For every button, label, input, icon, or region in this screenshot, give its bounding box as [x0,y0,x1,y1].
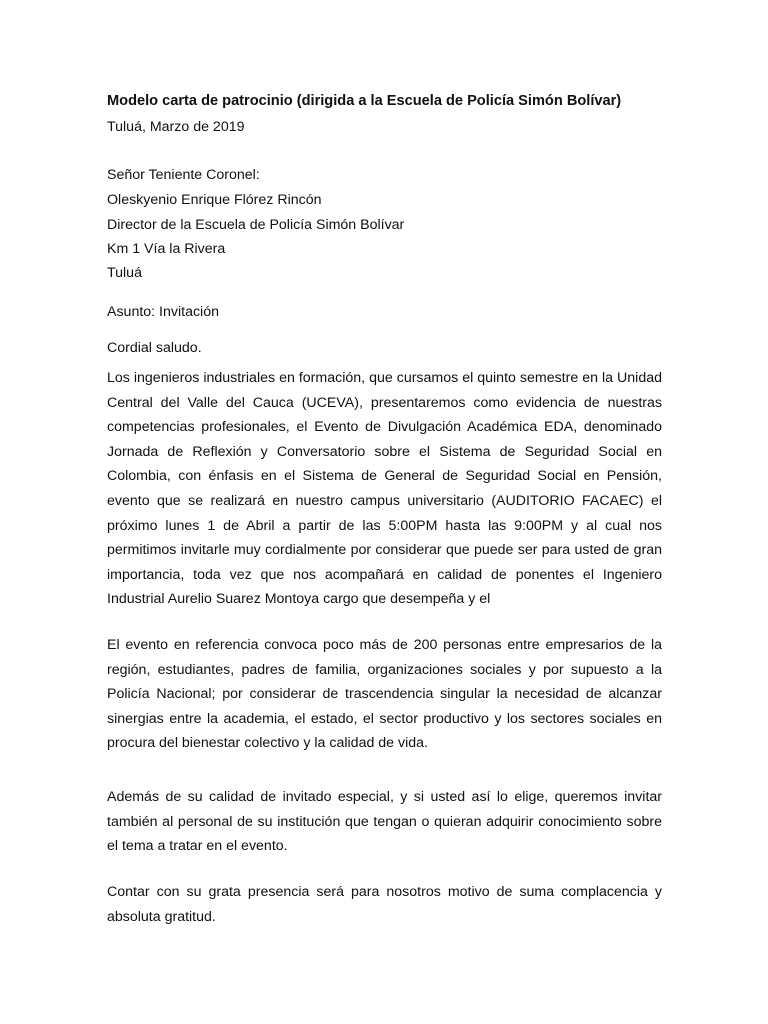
recipient-name: Oleskyenio Enrique Flórez Rincón [107,192,322,208]
body-paragraph-1: Los ingenieros industriales en formación, que cursamos el quinto semestre en la Unidad Central del Valle del Cauca (UCEVA), presentaremos como evidencia de nuestras competencias profesionales, el Evento de Divulgación Académica EDA, denominado Jornada de Reflexión y Conversatorio sobre el Sistema de Seguridad Social en Colombia, con énfasis en el Sistema de General de Seguridad Social en Pensión, evento que se realizará en nuestro campus universitario (AUDITORIO FACAEC) el próximo lunes 1 de Abril a partir de las 5:00PM hasta las 9:00PM y al cual nos permitimos invitarle muy cordialmente por considerar que puede ser para usted de gran importancia, toda vez que nos acompañará en calidad de ponentes el Ingeniero Industrial Aurelio Suarez Montoya cargo que desempeña y el [107,370,662,608]
date-line: Tuluá, Marzo de 2019 [107,119,245,135]
subject-line: Asunto: Invitación [107,304,219,320]
document-title: Modelo carta de patrocinio (dirigida a la Escuela de Policía Simón Bolívar) [107,93,622,109]
recipient-city: Tuluá [107,265,142,281]
recipient-address: Km 1 Vía la Rivera [107,241,226,257]
body-paragraph-2: El evento en referencia convoca poco más de 200 personas entre empresarios de la región, estudiantes, padres de familia, organizaciones sociales y por supuesto a la Policía Nacional; por considerar de trascendencia singular la necesidad de alcanzar sinergias entre la academia, el estado, el sector productivo y los sectores sociales en procura del bienestar colectivo y la calidad de vida. [107,637,662,752]
greeting-line: Cordial saludo. [107,340,202,356]
recipient-salutation: Señor Teniente Coronel: [107,167,260,183]
body-paragraph-3: Además de su calidad de invitado especial, y si usted así lo elige, queremos invitar también al personal de su institución que tengan o quieran adquirir conocimiento sobre el tema a tratar en el evento. [107,789,662,855]
body-paragraph-4: Contar con su grata presencia será para nosotros motivo de suma complacencia y absoluta gratitud. [107,884,662,925]
recipient-position: Director de la Escuela de Policía Simón Bolívar [107,217,405,233]
